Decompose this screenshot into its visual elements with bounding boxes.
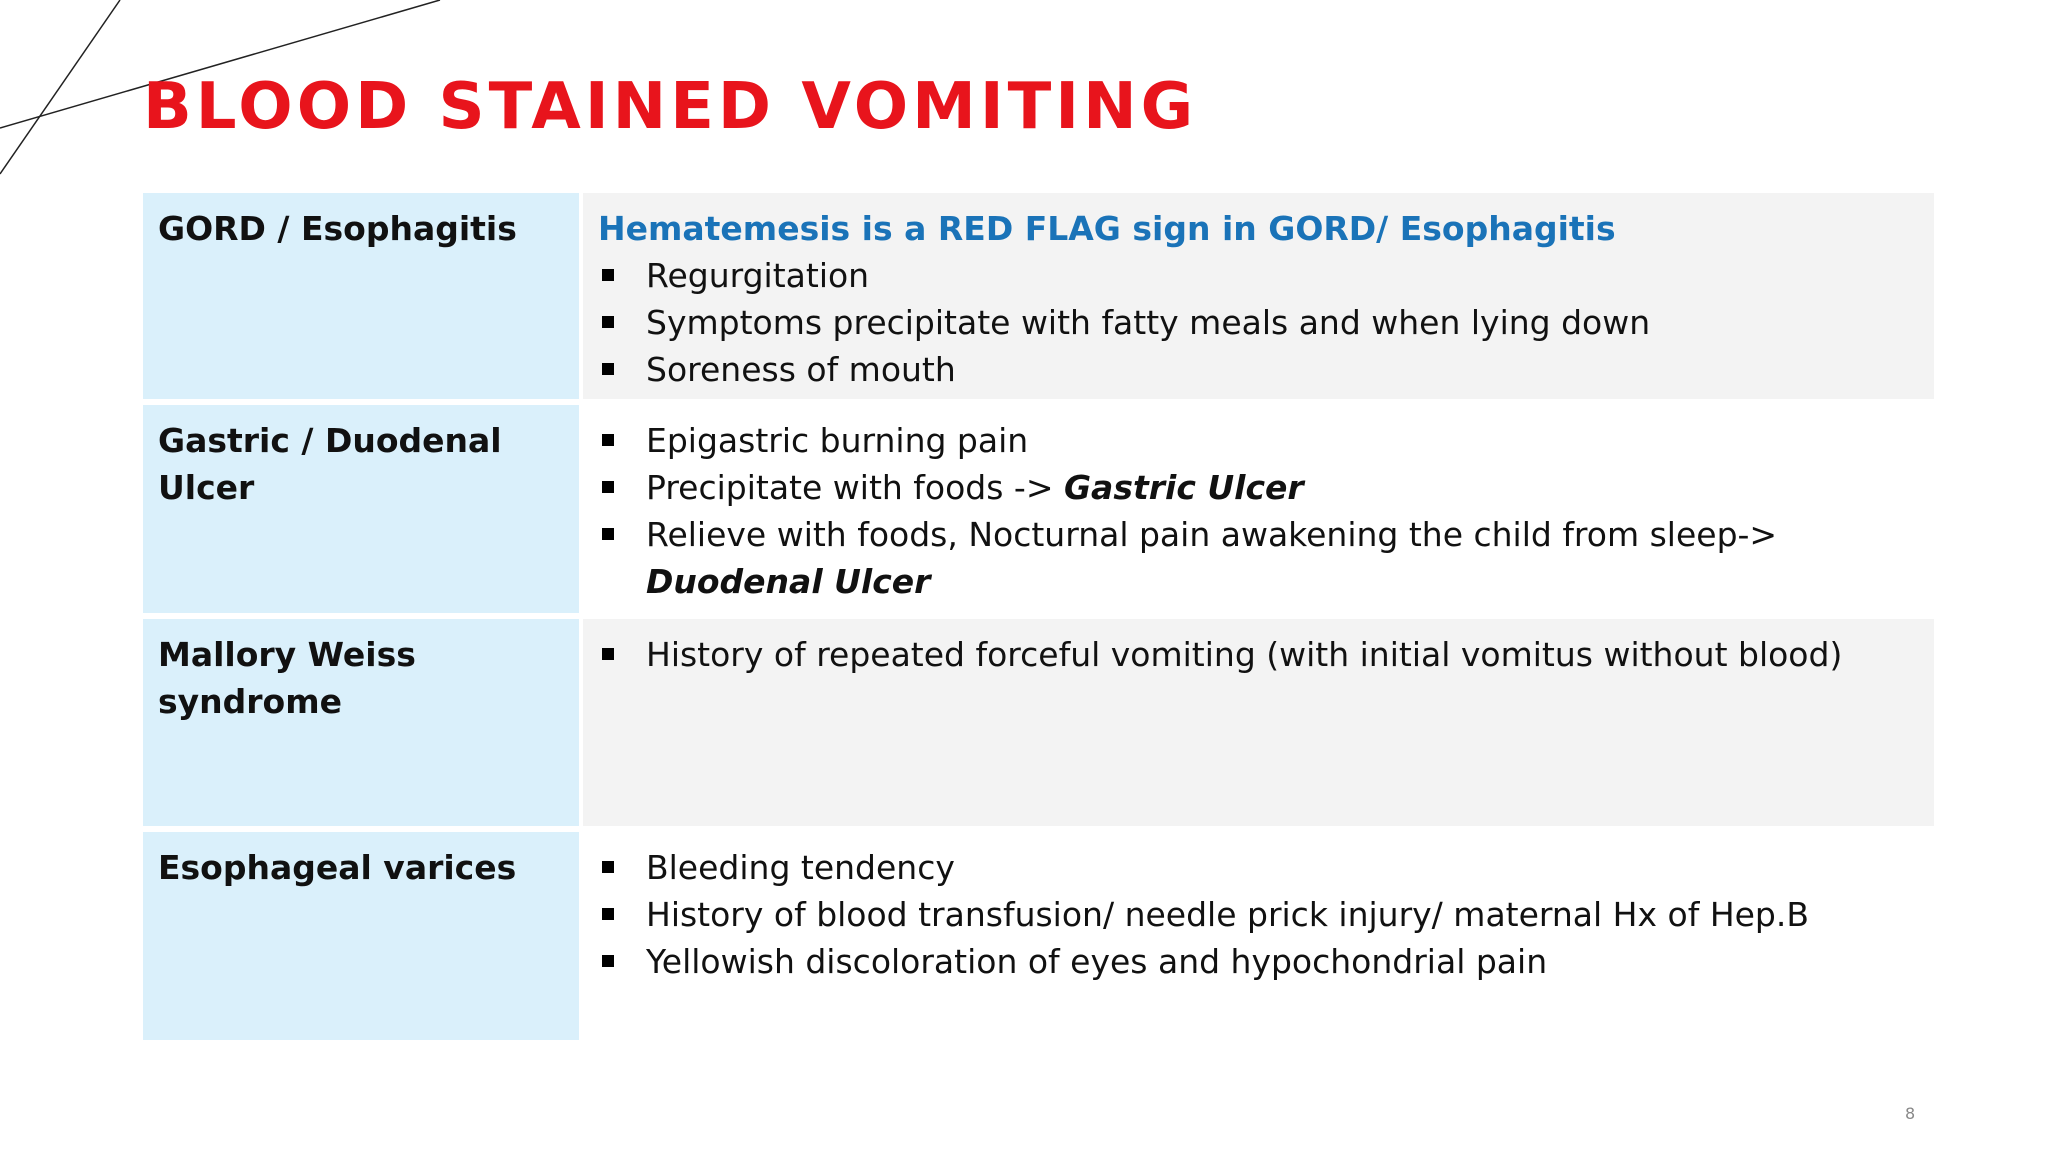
list-item [598, 417, 1914, 464]
row-label: Gastric / Duodenal Ulcer [143, 405, 579, 613]
list-item: History of repeated forceful vomiting (with initial vomitus without blood) [598, 631, 1914, 678]
emphasis-text: Duodenal Ulcer [646, 562, 931, 601]
list-item [598, 511, 1914, 605]
row-label: GORD / Esophagitis [143, 193, 579, 399]
list-item [598, 464, 1914, 511]
table-row [143, 405, 1934, 613]
table-row [143, 619, 1934, 826]
row-content [583, 832, 1934, 1040]
row-label: Mallory Weiss syndrome [143, 619, 579, 826]
list-item-text: Relieve with foods, Nocturnal pain awakening the child from sleep-> [646, 515, 1778, 554]
symptoms-table [143, 193, 1934, 1040]
slide-title: BLOOD STAINED VOMITING [143, 70, 1198, 144]
list-item: Yellowish discoloration of eyes and hypochondrial pain [598, 938, 1914, 985]
table-row [143, 832, 1934, 1040]
list-item: Soreness of mouth [598, 346, 1914, 393]
list-item: Regurgitation [598, 252, 1914, 299]
row-content [583, 619, 1934, 826]
list-item-text: Epigastric burning pain [646, 421, 1029, 460]
bullet-list [598, 252, 1914, 393]
list-item-text: Precipitate with foods -> [646, 468, 1064, 507]
emphasis-text: Gastric Ulcer [1063, 468, 1304, 507]
bullet-list [598, 844, 1914, 985]
bullet-list [598, 631, 1914, 678]
bullet-list [598, 417, 1914, 605]
list-item: Bleeding tendency [598, 844, 1914, 891]
list-item: History of blood transfusion/ needle prick injury/ maternal Hx of Hep.B [598, 891, 1914, 938]
page-number: 8 [1905, 1104, 1916, 1123]
red-flag-note: Hematemesis is a RED FLAG sign in GORD/ Esophagitis [598, 209, 1616, 248]
list-item: Symptoms precipitate with fatty meals and when lying down [598, 299, 1914, 346]
row-content [583, 405, 1934, 613]
row-content [583, 193, 1934, 399]
row-label: Esophageal varices [143, 832, 579, 1040]
table-row [143, 193, 1934, 399]
